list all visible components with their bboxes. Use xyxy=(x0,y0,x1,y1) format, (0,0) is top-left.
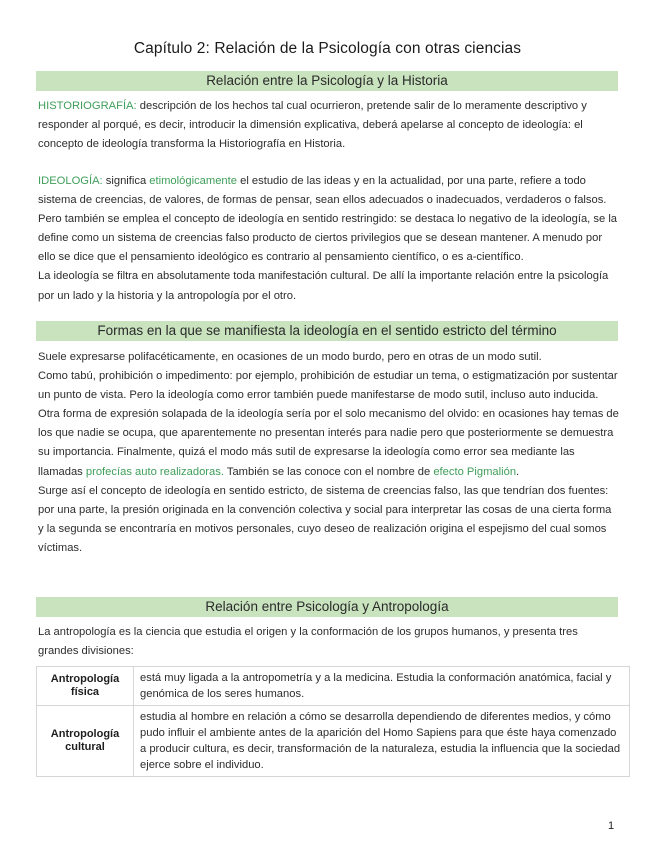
formas-para2-end: . xyxy=(516,465,520,478)
historiografia-term: HISTORIOGRAFÍA: xyxy=(38,100,137,112)
formas-para2-pre: Como tabú, prohibición o impedimento: por ejemplo, prohibición de estudiar un tema, o estigmatización por sustentar un punto de vista. Pero la ideología como error también puede manifestarse de modo sutil, incluso auto inducida. Otra forma de expresión solapada de la ideología sería por el solo mecanismo del olvido: en ocasiones hay temas de los que nadie se ocupa, que aparentemente no presentan interés para nadie pero que posteriormente se demuestra su importancia. Finalmente, quizá el modo más sutil de expresarse la ideología como error sea mediante las llamadas xyxy=(38,370,619,478)
historiografia-paragraph xyxy=(38,97,620,154)
table-row xyxy=(37,706,630,777)
chapter-title: Capítulo 2: Relación de la Psicología con otras ciencias xyxy=(133,40,522,57)
pigmalion-highlight: efecto Pigmalión xyxy=(433,465,517,478)
section-header-historia: Relación entre la Psicología y la Historia xyxy=(36,71,618,91)
division-name-cultural: Antropología cultural xyxy=(37,706,134,777)
division-desc-cultural: estudia al hombre en relación a cómo se desarrolla dependiendo de diferentes medios, y cómo pudo influir el ambiente antes de la aparición del Homo Sapiens para que éste haya comenzado a producir cultura, es decir, transformación de la naturaleza, estudia la influencia que la sociedad ejerce sobre el individuo. xyxy=(134,706,630,777)
page-number: 1 xyxy=(608,820,615,832)
section-header-formas: Formas en la que se manifiesta la ideología en el sentido estricto del término xyxy=(36,321,618,341)
ideologia-pre: significa xyxy=(102,175,150,187)
etimologicamente-highlight: etimológicamente xyxy=(149,175,237,187)
formas-paragraphs xyxy=(38,348,620,558)
table-row xyxy=(37,667,630,706)
ideologia-paragraph xyxy=(38,172,620,306)
ideologia-rest: el estudio de las ideas y en la actualidad, por una parte, refiere a todo sistema de creencias, de valores, de formas de pensar, sean ellos adecuados o inadecuados, verdaderos o falsos. Pero también se emplea el concepto de ideología en sentido restringido: se destaca lo negativo de la ideología, se la define como un sistema de creencias falso producto de ciertos privilegios que se desean mantener. A menudo por ello se dice que el pensamiento ideológico es contrario al pensamiento científico, o es a-científico. xyxy=(38,175,618,264)
formas-line1: Suele expresarse polifacéticamente, en ocasiones de un modo burdo, pero en otras de un modo sutil. xyxy=(38,351,542,363)
profecias-highlight: profecías auto realizadoras. xyxy=(85,465,224,478)
ideologia-filtra-text: La ideología se filtra en absolutamente toda manifestación cultural. De allí la importante relación entre la psicología por un lado y la historia y la antropología por el otro. xyxy=(38,270,609,302)
formas-para3: Surge así el concepto de ideología en sentido estricto, de sistema de creencias falso, las que tendrían dos fuentes: por una parte, la presión originada en la convención colectiva y social para interpretar las cosas de una cierta forma y la segunda se encontraría en motivos personales, cuyo deseo de realización origina el espejismo del cual somos víctimas. xyxy=(38,484,612,554)
ideologia-term: IDEOLOGÍA: xyxy=(38,175,103,187)
antropologia-intro: La antropología es la ciencia que estudia el origen y la conformación de los grupos humanos, y presenta tres grandes divisiones: xyxy=(38,626,578,658)
division-name-fisica: Antropología física xyxy=(37,667,134,706)
division-desc-fisica: está muy ligada a la antropometría y a la medicina. Estudia la conformación anatómica, facial y genómica de los seres humanos. xyxy=(134,667,630,706)
historiografia-text: descripción de los hechos tal cual ocurrieron, pretende salir de lo meramente descriptivo y responder al porqué, es decir, introducir la dimensión explicativa, deberá apelarse al concepto de ideología: el concepto de ideología transforma la Historiografía en Historia. xyxy=(38,100,587,151)
antropologia-divisions-table xyxy=(36,666,630,777)
section-header-antropologia: Relación entre Psicología y Antropología xyxy=(36,597,618,617)
formas-para2-mid: También se las conoce con el nombre de xyxy=(223,465,434,478)
